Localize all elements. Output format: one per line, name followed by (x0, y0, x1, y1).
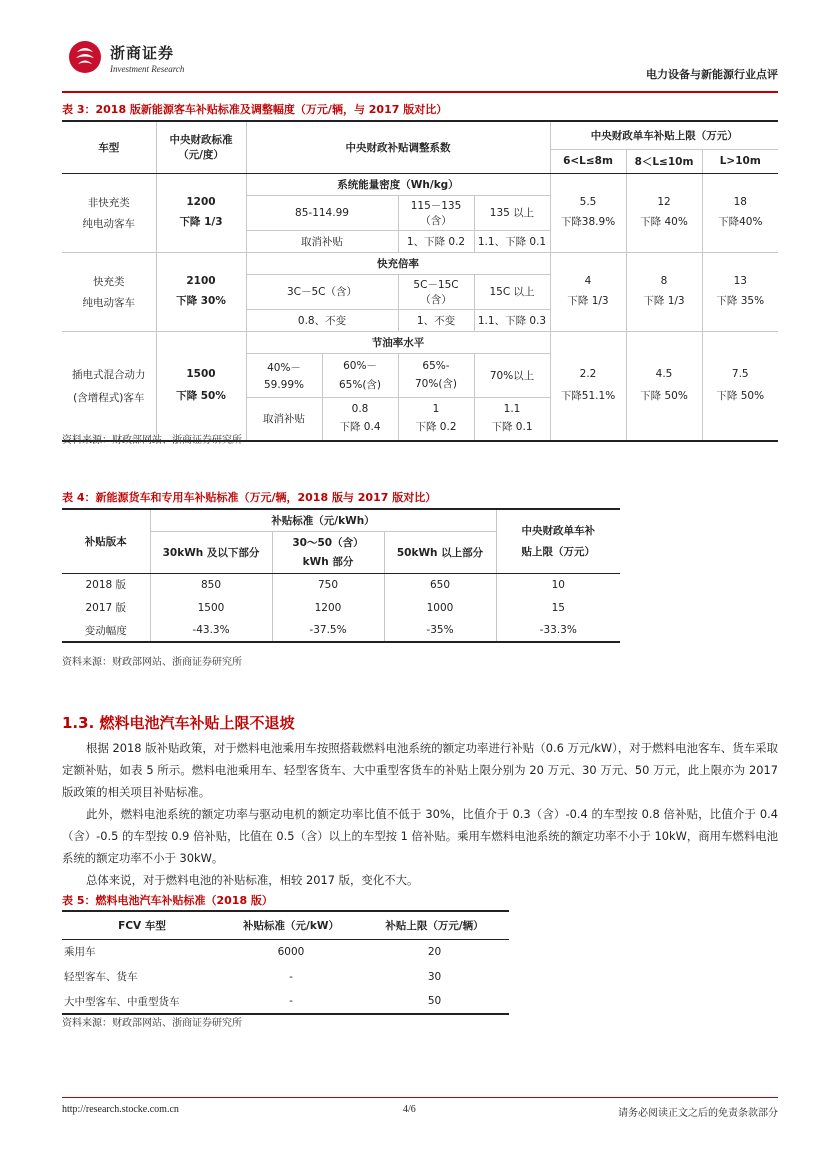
col-tier3: 50kWh 以上部分 (384, 531, 496, 573)
coef-val: 1、下降 0.2 (398, 230, 474, 252)
coef-col: 5C－15C（含） (398, 274, 474, 309)
coef-title: 快充倍率 (246, 252, 550, 274)
cell-version: 2018 版 (62, 573, 150, 596)
table-row-vehicle (62, 331, 156, 441)
cap-value: 7.5 (731, 368, 749, 381)
cap-change: 下降 1/3 (567, 295, 609, 307)
vehicle-l2: 纯电动客车 (82, 296, 135, 309)
table-row-standard (156, 252, 246, 331)
cell-type: 轻型客车、货车 (64, 971, 138, 983)
vehicle-l1: 非快充类 (87, 196, 130, 209)
col-len2: 8＜L≤10m (626, 149, 702, 173)
coef-val: 0.8、不变 (246, 309, 398, 331)
coef-val (474, 397, 550, 441)
cap-cell (550, 173, 626, 252)
table3-bus-subsidy (62, 120, 778, 442)
coef-col-l2: 70%(含) (414, 377, 458, 390)
paragraph-2: 此外，燃料电池系统的额定功率与驱动电机的额定功率比值不低于 30%，比值介于 0.3（含）-0.4 的车型按 0.8 倍补贴，比值介于 0.4（含）-0.5 的车型按 0.9 倍补贴，比值在 0.5（含）以上的车型按 1 倍补贴。乘用车燃料电池系统的额定功率不小于 10kW，商用车燃料电池系统的额定功率不小于 30kW。 (62, 807, 778, 865)
col-cap (496, 509, 620, 573)
cap-change: 下降51.1% (560, 390, 616, 403)
vehicle-l1: 插电式混合动力 (72, 368, 146, 381)
cell-value: 750 (272, 573, 384, 596)
cap-value: 18 (733, 196, 747, 208)
cap-cell (626, 252, 702, 331)
cell-value: 50 (360, 989, 509, 1014)
cell-version: 2017 版 (62, 596, 150, 619)
page-number: 4/6 (403, 1104, 416, 1115)
table4-source: 资料来源：财政部网站、浙商证券研究所 (62, 657, 242, 668)
cell-value: 15 (551, 601, 565, 614)
col-fcv-type: FCV 车型 (62, 911, 222, 939)
cell-value: 850 (150, 573, 272, 596)
standard-value: 1500 (186, 368, 216, 381)
coef-col: 135 以上 (474, 195, 550, 230)
table-row (62, 939, 509, 964)
col-version: 补贴版本 (62, 509, 150, 573)
coef-col: 85-114.99 (246, 195, 398, 230)
cell-version: 变动幅度 (62, 619, 150, 642)
header-divider (62, 91, 778, 93)
col-standard: 补贴标准（元/kWh） (150, 509, 496, 531)
col-tier2-l1: 30～50（含） (292, 537, 364, 549)
cell-value: - (222, 989, 360, 1014)
cap-cell (626, 331, 702, 441)
coef-val: 取消补贴 (246, 397, 322, 441)
coef-val: 1.1、下降 0.1 (474, 230, 550, 252)
table-row (62, 619, 620, 642)
table3-caption: 表 3：2018 版新能源客车补贴标准及调整幅度（万元/辆，与 2017 版对比） (62, 103, 448, 116)
coef-val-l2: 下降 0.2 (415, 421, 457, 434)
cell-value: -43.3% (150, 619, 272, 642)
table-row-standard (156, 173, 246, 252)
table-row-vehicle (62, 252, 156, 331)
cell-value: 650 (384, 573, 496, 596)
cap-cell (550, 331, 626, 441)
cell-type: 乘用车 (64, 946, 96, 959)
coef-col-l1: 65%- (422, 359, 450, 372)
standard-change: 下降 1/3 (179, 216, 223, 228)
cap-change: 下降38.9% (560, 216, 616, 228)
coef-col: 70%以上 (474, 353, 550, 397)
cell-value: 6000 (277, 945, 305, 958)
cap-change: 下降 50% (716, 390, 765, 403)
cap-cell (550, 252, 626, 331)
cap-value: 13 (733, 275, 747, 287)
cell-type: 大中型客车、中重型货车 (62, 989, 222, 1014)
vehicle-l2: (含增程式)客车 (73, 391, 145, 404)
col-tier2 (272, 531, 384, 573)
coef-col: 3C－5C（含） (246, 274, 398, 309)
col-standard-l2: （元/度） (178, 149, 224, 162)
coef-val: 1.1、下降 0.3 (474, 309, 550, 331)
table-row (62, 989, 509, 1014)
coef-col (322, 353, 398, 397)
cell-value: 1000 (384, 596, 496, 619)
table4-caption: 表 4：新能源货车和专用车补贴标准（万元/辆，2018 版与 2017 版对比） (62, 491, 437, 504)
coef-title: 系统能量密度（Wh/kg） (246, 173, 550, 195)
cap-change: 下降40% (718, 216, 763, 228)
vehicle-l1: 快充类 (93, 275, 125, 288)
zheshang-logo-icon (68, 40, 102, 74)
table-row (62, 573, 620, 596)
coef-col: 15C 以上 (474, 274, 550, 309)
paragraph-1: 根据 2018 版补贴政策，对于燃料电池乘用车按照搭载燃料电池系统的额定功率进行补贴（0.6 万元/kW），对于燃料电池客车、货车采取定额补贴，如表 5 所示。燃料电池乘用车、轻型客货车、大中重型客货车的补贴上限分别为 20 万元、30 万元、50 万元，此上限亦为 2017 版政策的相关项目补贴标准。 (62, 741, 778, 799)
col-subsidy-cap: 补贴上限（万元/辆） (360, 911, 509, 939)
section-title: 1.3. 燃料电池汽车补贴上限不退坡 (62, 714, 295, 732)
col-cap-l1: 中央财政单车补 (521, 525, 595, 538)
coef-col (398, 353, 474, 397)
table4-truck-subsidy (62, 508, 620, 643)
logo-text: 浙商证券 (110, 44, 175, 62)
col-len1: 6<L≤8m (550, 149, 626, 173)
cap-value: 4.5 (655, 368, 673, 381)
col-vehicle-type: 车型 (62, 121, 156, 173)
coef-val-l1: 1 (432, 403, 440, 416)
table-row-standard (156, 331, 246, 441)
standard-value: 1200 (186, 196, 216, 208)
cell-value: -33.3% (496, 619, 620, 642)
cell-value: 10 (551, 578, 565, 591)
cell-value: -35% (384, 619, 496, 642)
coef-val-l2: 下降 0.1 (491, 421, 533, 434)
coef-val-l1: 0.8 (351, 403, 369, 416)
coef-val: 取消补贴 (246, 230, 398, 252)
col-standard (156, 121, 246, 173)
footer-divider (62, 1097, 778, 1098)
coef-val-l2: 下降 0.4 (339, 421, 381, 434)
table5-caption: 表 5：燃料电池汽车补贴标准（2018 版） (62, 894, 273, 907)
coef-val-l1: 1.1 (503, 403, 521, 416)
page-header (62, 38, 778, 88)
cap-cell (626, 173, 702, 252)
logo-subtitle: Investment Research (110, 64, 185, 74)
cap-value: 5.5 (579, 196, 597, 208)
coef-col: 115－135（含） (398, 195, 474, 230)
coef-col-l2: 59.99% (263, 378, 305, 391)
table5-fcv-subsidy (62, 910, 509, 1015)
coef-val (398, 397, 474, 441)
coef-col-l2: 65%(含) (338, 379, 382, 391)
paragraph-3: 总体来说，对于燃料电池的补贴标准，相较 2017 版，变化不大。 (86, 873, 419, 887)
standard-change: 下降 30% (176, 295, 226, 307)
vehicle-l2: 纯电动客车 (82, 217, 135, 230)
cap-cell (702, 173, 778, 252)
cap-value: 4 (584, 275, 592, 287)
standard-change: 下降 50% (176, 390, 226, 403)
cap-value: 12 (657, 196, 671, 208)
table-row (62, 596, 620, 619)
col-len3: L>10m (702, 149, 778, 173)
cap-cell (702, 331, 778, 441)
col-cap: 中央财政单车补贴上限（万元） (550, 121, 778, 149)
cell-value: 30 (427, 970, 442, 983)
cap-change: 下降 1/3 (643, 295, 685, 307)
coef-title: 节油率水平 (246, 331, 550, 353)
cell-value: 20 (427, 945, 442, 958)
footer-url[interactable]: http://research.stocke.com.cn (62, 1104, 179, 1115)
coef-val: 1、不变 (398, 309, 474, 331)
table3-source: 资料来源：财政部网站、浙商证券研究所 (62, 435, 242, 446)
col-subsidy-standard: 补贴标准（元/kW） (222, 911, 360, 939)
standard-value: 2100 (186, 275, 216, 287)
cap-change: 下降 50% (640, 390, 688, 403)
col-tier2-l2: kWh 部分 (302, 556, 354, 568)
coef-col-l1: 40%－ (267, 361, 301, 374)
cell-value: 1500 (150, 596, 272, 619)
col-standard-l1: 中央财政标准 (169, 134, 233, 147)
col-cap-l2: 贴上限（万元） (521, 546, 595, 559)
col-coefficient: 中央财政补贴调整系数 (246, 121, 550, 173)
col-tier1: 30kWh 及以下部分 (150, 531, 272, 573)
cap-change: 下降 35% (716, 295, 765, 307)
cap-value: 8 (660, 275, 668, 287)
cap-change: 下降 40% (640, 216, 688, 228)
report-type: 电力设备与新能源行业点评 (646, 68, 778, 81)
table5-source: 资料来源：财政部网站、浙商证券研究所 (62, 1018, 242, 1029)
coef-col-l1: 60%－ (343, 360, 377, 372)
cell-value: - (289, 970, 293, 983)
table-row (62, 964, 509, 989)
cap-value: 2.2 (579, 368, 597, 381)
cap-cell (702, 252, 778, 331)
cell-value: 1200 (272, 596, 384, 619)
table-row-vehicle (62, 173, 156, 252)
cell-value: -37.5% (272, 619, 384, 642)
coef-col (246, 353, 322, 397)
coef-val (322, 397, 398, 441)
footer-disclaimer: 请务必阅读正文之后的免责条款部分 (618, 1108, 778, 1119)
